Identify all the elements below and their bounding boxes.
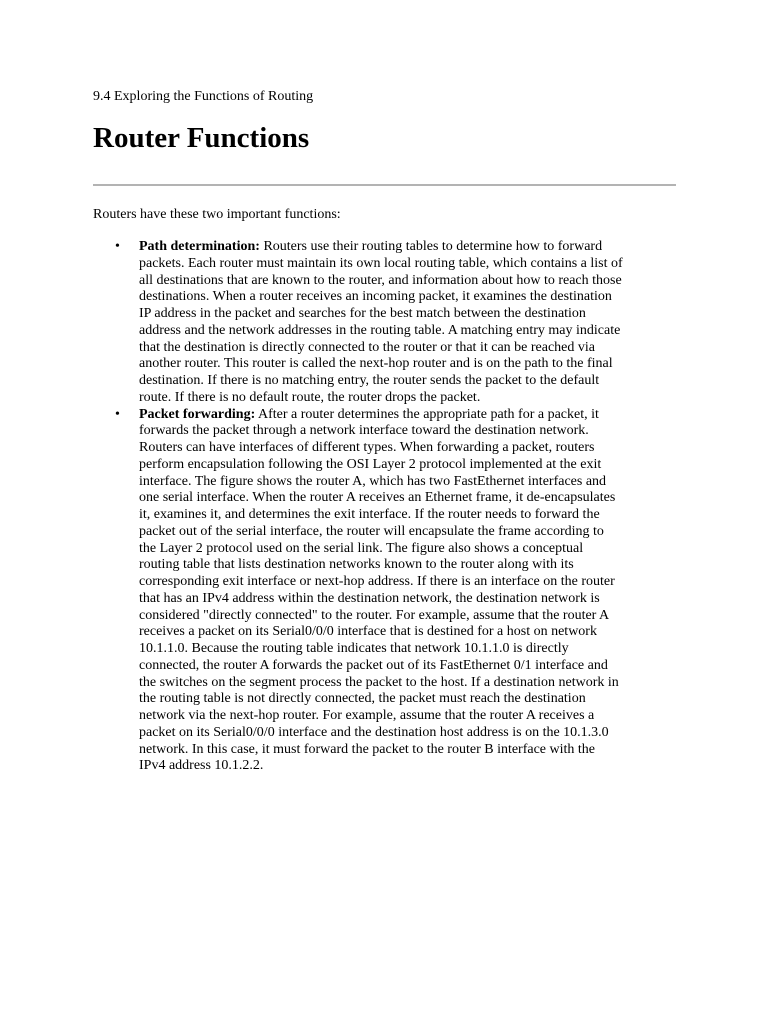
breadcrumb: 9.4 Exploring the Functions of Routing: [93, 89, 314, 104]
text-line: corresponding exit interface or next-hop address. If there is an interface on the router: [139, 574, 615, 589]
intro-paragraph: Routers have these two important functions:: [93, 207, 341, 222]
text-line: network. In this case, it must forward the packet to the router B interface with the: [139, 741, 596, 757]
text-line: considered "directly connected" to the router. For example, assume that the router A: [139, 607, 610, 623]
text-line: receives a packet on its Serial0/0/0 interface that is destined for a host on network: [139, 624, 597, 640]
text-line: the routing table is not directly connected, the packet must reach the destination: [139, 691, 586, 707]
term-path-determination: Path determination:: [139, 239, 260, 254]
functions-list: [115, 239, 684, 775]
text-line: it, examines it, and determines the exit interface. If the router needs to forward the: [139, 507, 600, 522]
text-line: network via the next-hop router. For example, assume that the router A receives a: [139, 708, 595, 723]
text-line: destination. If there is no matching entry, the router sends the packet to the default: [139, 373, 600, 388]
text-line: connected, the router A forwards the packet out of its FastEthernet 0/1 interface and: [139, 657, 608, 673]
text-line: perform encapsulation following the OSI Layer 2 protocol implemented at the exit: [139, 456, 602, 472]
text-line: the switches on the segment process the packet to the host. If a destination network in: [139, 674, 619, 690]
text-line: [139, 239, 684, 256]
text-line: packet on its Serial0/0/0 interface and the destination host address is on the 10.1.3.0: [139, 724, 609, 740]
text-line: IP address in the packet and searches for the best match between the destination: [139, 306, 586, 321]
text-line: routing table that lists destination networks known to the router along with its: [139, 557, 574, 573]
text-line: 10.1.1.0. Because the routing table indicates that network 10.1.1.0 is directly: [139, 641, 569, 656]
text-line: packets. Each router must maintain its own local routing table, which contains a list of: [139, 255, 623, 271]
horizontal-rule: [93, 184, 676, 186]
bullet-icon: •: [115, 406, 120, 422]
path-determination-text: [139, 239, 684, 407]
text-line: all destinations that are known to the router, and information about how to reach those: [139, 272, 622, 288]
text-line: Routers can have interfaces of different types. When forwarding a packet, routers: [139, 440, 595, 455]
text-line: one serial interface. When the router A receives an Ethernet frame, it de-encapsulates: [139, 490, 616, 506]
text-line: interface. The figure shows the router A, which has two FastEthernet interfaces and: [139, 473, 607, 489]
term-packet-forwarding: Packet forwarding:: [139, 406, 256, 422]
text-line: destinations. When a router receives an incoming packet, it examines the destination: [139, 289, 612, 305]
text-line: IPv4 address 10.1.2.2.: [139, 758, 264, 774]
text-line: address and the network addresses in the routing table. A matching entry may indicate: [139, 322, 621, 338]
line-text: Routers use their routing tables to determine how to forward: [263, 239, 603, 254]
packet-forwarding-text: [139, 407, 684, 776]
text-line: another router. This router is called the next-hop router and is on the path to the final: [139, 356, 613, 372]
text-line: route. If there is no default route, the router drops the packet.: [139, 389, 481, 405]
text-line: forwards the packet through a network interface toward the destination network.: [139, 423, 589, 439]
text-line: that the destination is directly connected to the router or that it can be reached via: [139, 339, 595, 355]
page-title: Router Functions: [93, 122, 310, 154]
line-text: After a router determines the appropriate path for a packet, it: [258, 406, 599, 422]
text-line: packet out of the serial interface, the router will encapsulate the frame according to: [139, 523, 604, 539]
text-line: that has an IPv4 address within the destination network, the destination network is: [139, 590, 600, 606]
list-item-packet-forwarding: [115, 406, 684, 776]
text-line: the Layer 2 protocol used on the serial link. The figure also shows a conceptual: [139, 540, 584, 556]
list-item-path-determination: [115, 239, 684, 407]
bullet-icon: •: [115, 239, 120, 254]
text-line: [139, 407, 684, 424]
